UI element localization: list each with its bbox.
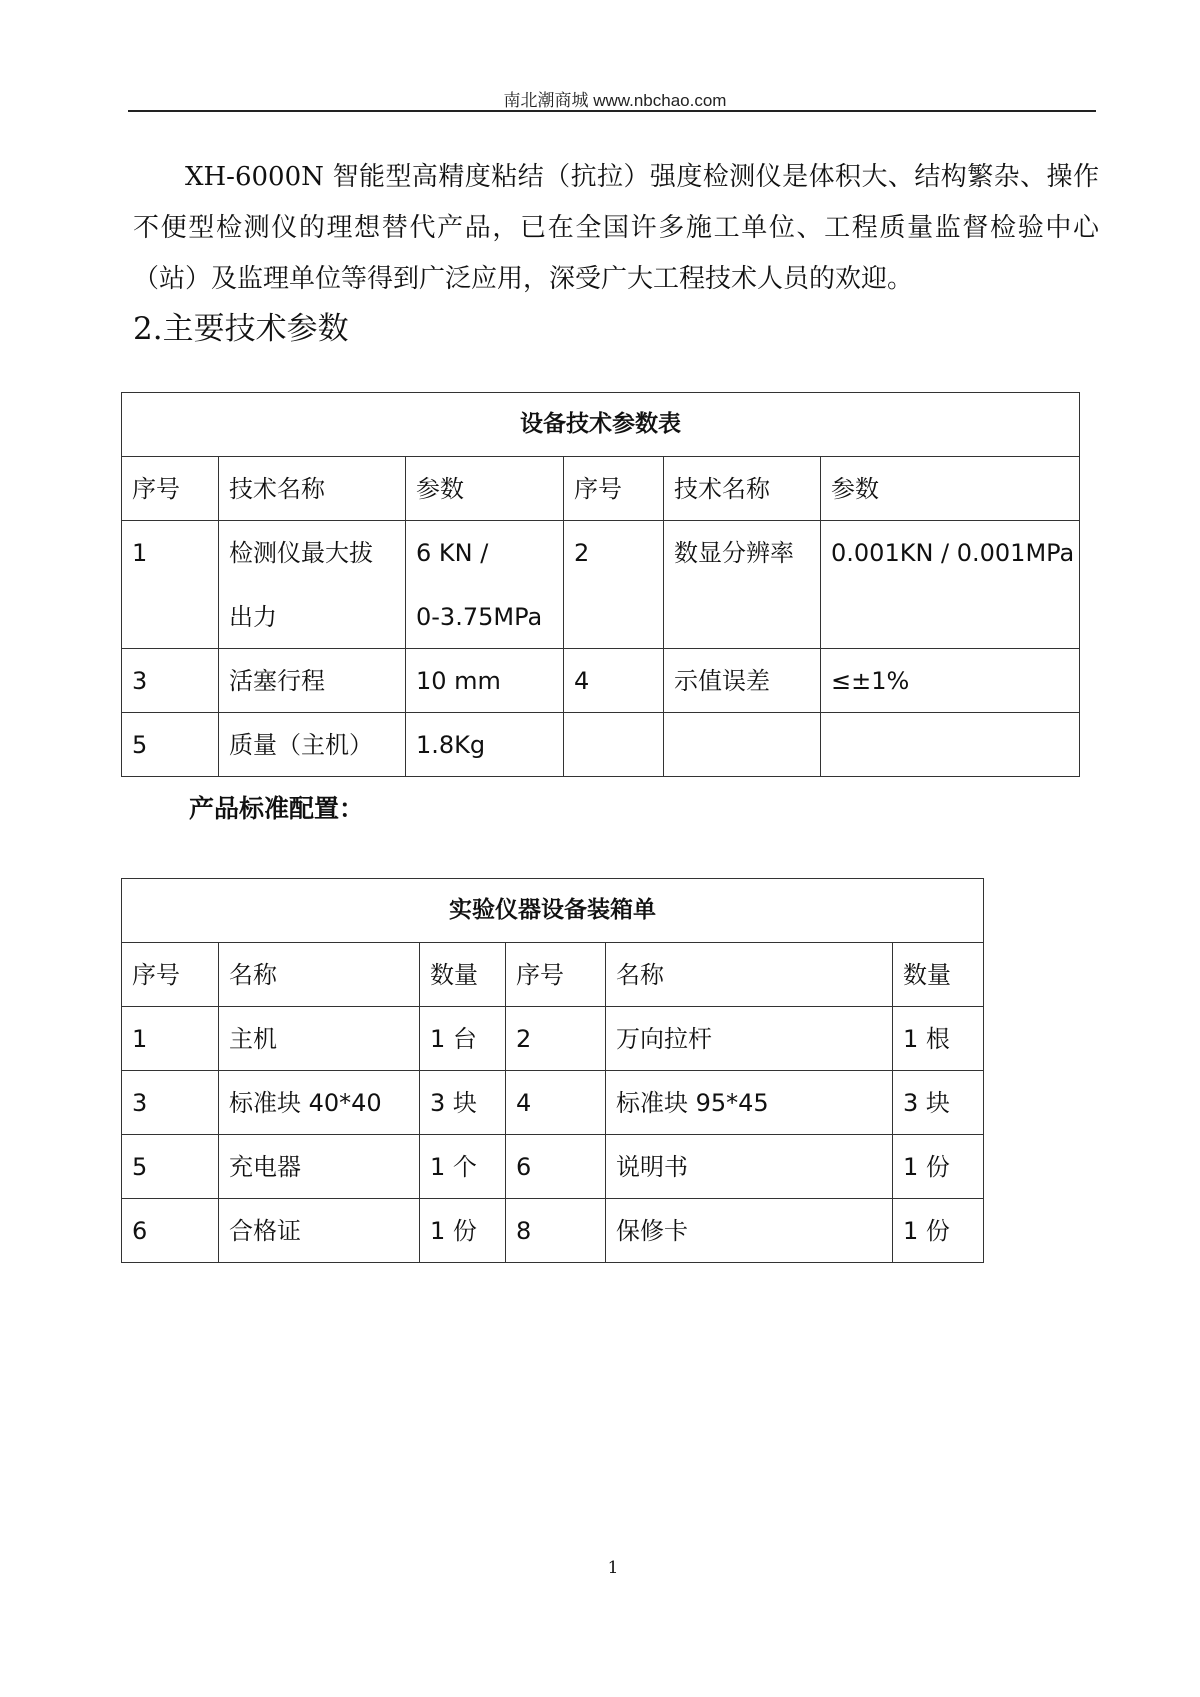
spec-cell: 5 xyxy=(122,713,219,777)
spec-header-cell: 序号 xyxy=(564,457,664,521)
spec-cell xyxy=(406,521,564,649)
table-row xyxy=(122,1199,984,1263)
spec-cell: 1.8Kg xyxy=(406,713,564,777)
table-row xyxy=(122,713,1080,777)
pack-cell: 1 份 xyxy=(893,1199,984,1263)
pack-cell: 充电器 xyxy=(219,1135,420,1199)
spec-cell: 2 xyxy=(564,521,664,649)
spec-cell: 0.001KN / 0.001MPa xyxy=(821,521,1080,649)
spec-cell: 活塞行程 xyxy=(219,649,406,713)
pack-header-cell: 数量 xyxy=(893,943,984,1007)
pack-cell: 5 xyxy=(122,1135,219,1199)
spec-cell-line: 6 KN / xyxy=(416,539,489,567)
spec-cell xyxy=(219,521,406,649)
pack-header-cell: 名称 xyxy=(606,943,893,1007)
pack-cell: 1 根 xyxy=(893,1007,984,1071)
intro-paragraph: XH-6000N 智能型高精度粘结（抗拉）强度检测仪是体积大、结构繁杂、操作不便型检测仪的理想替代产品，已在全国许多施工单位、工程质量监督检验中心（站）及监理单位等得到广泛应用，深受广大工程技术人员的欢迎。 xyxy=(133,162,1099,294)
pack-table-caption: 实验仪器设备装箱单 xyxy=(122,879,984,943)
pack-cell: 1 台 xyxy=(420,1007,506,1071)
spec-cell xyxy=(821,713,1080,777)
table-row xyxy=(122,1071,984,1135)
table-row xyxy=(122,1007,984,1071)
spec-cell: 10 mm xyxy=(406,649,564,713)
pack-cell: 8 xyxy=(506,1199,606,1263)
spec-cell: 4 xyxy=(564,649,664,713)
pack-cell: 标准块 40*40 xyxy=(219,1071,420,1135)
section-heading: 2.主要技术参数 xyxy=(133,311,349,347)
spec-header-cell: 技术名称 xyxy=(219,457,406,521)
pack-table xyxy=(121,878,984,1263)
pack-cell: 标准块 95*45 xyxy=(606,1071,893,1135)
page-header-text: 南北潮商城 www.nbchao.com xyxy=(503,91,727,110)
pack-cell: 主机 xyxy=(219,1007,420,1071)
spec-table xyxy=(121,392,1080,777)
spec-cell: ≤±1% xyxy=(821,649,1080,713)
pack-cell: 合格证 xyxy=(219,1199,420,1263)
table-row xyxy=(122,521,1080,649)
spec-header-cell: 参数 xyxy=(821,457,1080,521)
pack-cell: 1 xyxy=(122,1007,219,1071)
pack-cell: 万向拉杆 xyxy=(606,1007,893,1071)
page-number: 1 xyxy=(607,1558,619,1578)
pack-header-cell: 数量 xyxy=(420,943,506,1007)
pack-cell: 3 块 xyxy=(893,1071,984,1135)
pack-cell: 说明书 xyxy=(606,1135,893,1199)
pack-cell: 1 份 xyxy=(893,1135,984,1199)
pack-header-cell: 序号 xyxy=(506,943,606,1007)
spec-cell xyxy=(664,713,821,777)
spec-table-caption: 设备技术参数表 xyxy=(122,393,1080,457)
pack-cell: 1 个 xyxy=(420,1135,506,1199)
pack-cell: 3 xyxy=(122,1071,219,1135)
table-row xyxy=(122,649,1080,713)
spec-cell xyxy=(564,713,664,777)
spec-cell-line: 检测仪最大拔 xyxy=(229,539,373,567)
config-label: 产品标准配置： xyxy=(189,794,365,823)
spec-cell: 3 xyxy=(122,649,219,713)
spec-cell: 数显分辨率 xyxy=(664,521,821,649)
table-row xyxy=(122,1135,984,1199)
spec-header-cell: 序号 xyxy=(122,457,219,521)
spec-header-cell: 技术名称 xyxy=(664,457,821,521)
spec-cell-line: 0-3.75MPa xyxy=(416,603,543,631)
pack-header-cell: 名称 xyxy=(219,943,420,1007)
pack-header-cell: 序号 xyxy=(122,943,219,1007)
pack-cell: 6 xyxy=(506,1135,606,1199)
spec-cell-line: 出力 xyxy=(229,603,277,631)
pack-cell: 2 xyxy=(506,1007,606,1071)
pack-cell: 3 块 xyxy=(420,1071,506,1135)
pack-cell: 保修卡 xyxy=(606,1199,893,1263)
spec-cell: 1 xyxy=(122,521,219,649)
spec-cell: 质量（主机） xyxy=(219,713,406,777)
pack-cell: 4 xyxy=(506,1071,606,1135)
spec-cell: 示值误差 xyxy=(664,649,821,713)
header-rule xyxy=(128,110,1096,112)
spec-header-cell: 参数 xyxy=(406,457,564,521)
pack-cell: 6 xyxy=(122,1199,219,1263)
pack-cell: 1 份 xyxy=(420,1199,506,1263)
